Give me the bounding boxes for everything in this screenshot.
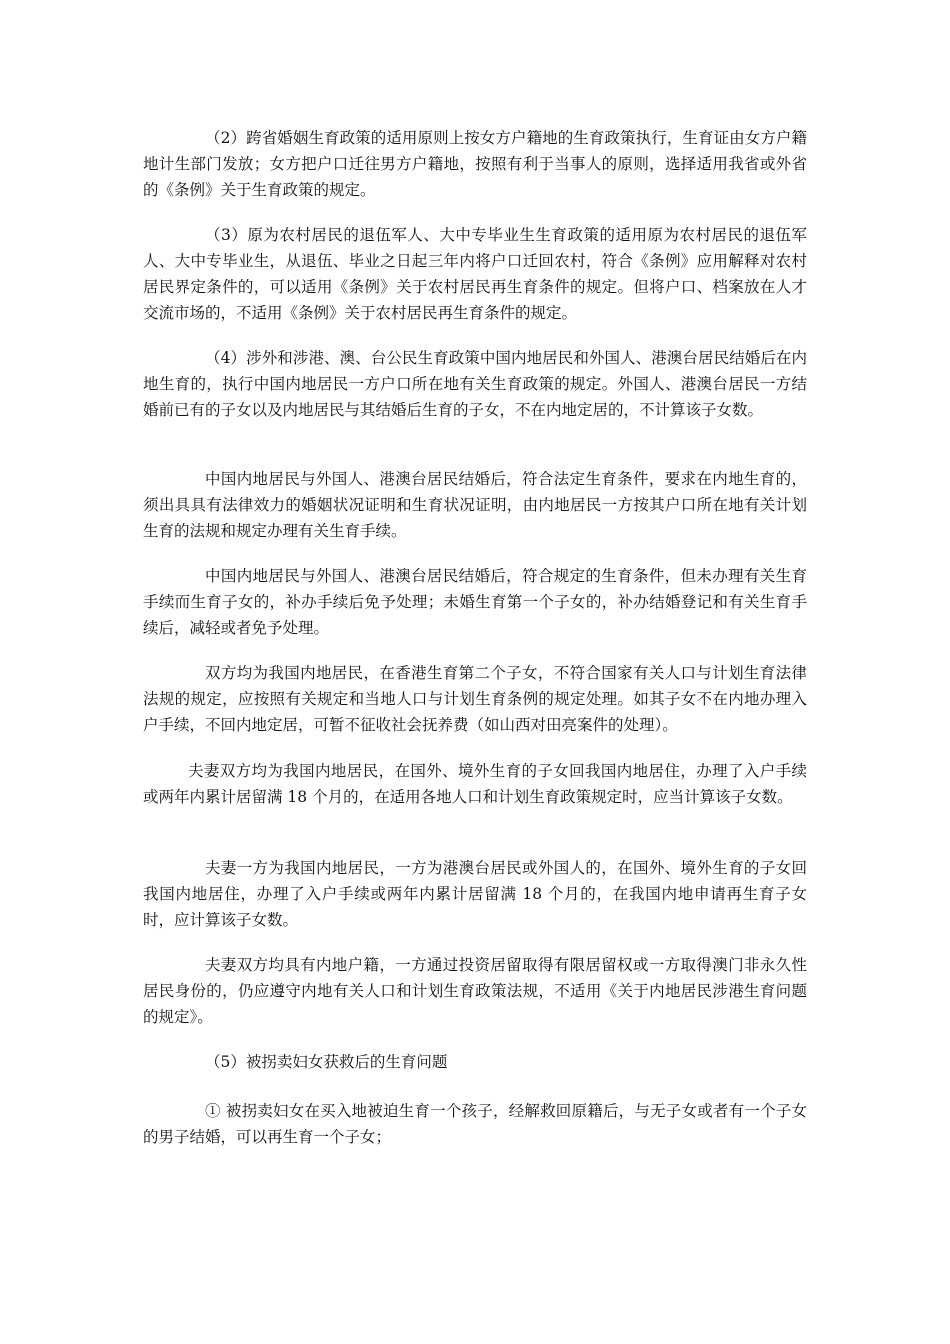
paragraph-foreign-marriage: （4）涉外和涉港、澳、台公民生育政策中国内地居民和外国人、港澳台居民结婚后在内地生育的，执行中国内地居民一方户口所在地有关生育政策的规定。外国人、港澳台居民一方结婚前已有的子女以及内地居民与其结婚后生育的子女，不在内地定居的，不计算该子女数。 (143, 349, 807, 419)
paragraph-both-mainland-overseas-birth: 夫妻双方均为我国内地居民，在国外、境外生育的子女回我国内地居住，办理了入户手续或两年内累计居留满 18 个月的，在适用各地人口和计划生育政策规定时，应当计算该子女数。 (143, 762, 807, 806)
paragraph-veterans-graduates: （3）原为农村居民的退伍军人、大中专毕业生生育政策的适用原为农村居民的退伍军人、大中专毕业生，从退伍、毕业之日起三年内将户口迁回农村，符合《条例》应用解释对农村居民界定条件的，可以适用《条例》关于农村居民再生育条件的规定。但将户口、档案放在人才交流市场的，不适用《条例》关于农村居民再生育条件的规定。 (143, 226, 807, 322)
paragraph-mainland-foreign-legal-conditions: 中国内地居民与外国人、港澳台居民结婚后，符合法定生育条件，要求在内地生育的，须出具具有法律效力的婚姻状况证明和生育状况证明，由内地居民一方按其户口所在地有关计划生育的法规和规定办理有关生育手续。 (143, 470, 807, 540)
paragraph-one-mainland-overseas-birth: 夫妻一方为我国内地居民，一方为港澳台居民或外国人的，在国外、境外生育的子女回我国内地居住，办理了入户手续或两年内累计居留满 18 个月的，在我国内地申请再生育子女时，应计算该子女数。 (143, 859, 807, 929)
paragraph-hongkong-second-child: 双方均为我国内地居民，在香港生育第二个子女，不符合国家有关人口与计划生育法律法规的规定，应按照有关规定和当地人口与计划生育条例的规定处理。如其子女不在内地办理入户手续，不回内地定居，可暂不征收社会抚养费（如山西对田亮案件的处理）。 (143, 664, 807, 734)
paragraph-macau-residency: 夫妻双方均具有内地户籍，一方通过投资居留取得有限居留权或一方取得澳门非永久性居民身份的，仍应遵守内地有关人口和计划生育政策法规，不适用《关于内地居民涉港生育问题的规定》。 (143, 956, 807, 1026)
paragraph-mainland-foreign-no-procedure: 中国内地居民与外国人、港澳台居民结婚后，符合规定的生育条件，但未办理有关生育手续而生育子女的，补办手续后免予处理；未婚生育第一个子女的，补办结婚登记和有关生育手续后，减轻或者免予处理。 (143, 567, 807, 637)
section-heading-trafficked-women: （5）被拐卖妇女获救后的生育问题 (205, 1053, 448, 1071)
paragraph-trafficked-women-item-1: ① 被拐卖妇女在买入地被迫生育一个孩子，经解救回原籍后，与无子女或者有一个子女的男子结婚，可以再生育一个子女； (143, 1102, 807, 1146)
paragraph-cross-province: （2）跨省婚姻生育政策的适用原则上按女方户籍地的生育政策执行，生育证由女方户籍地计生部门发放；女方把户口迁往男方户籍地，按照有利于当事人的原则，选择适用我省或外省的《条例》关于生育政策的规定。 (143, 129, 807, 199)
